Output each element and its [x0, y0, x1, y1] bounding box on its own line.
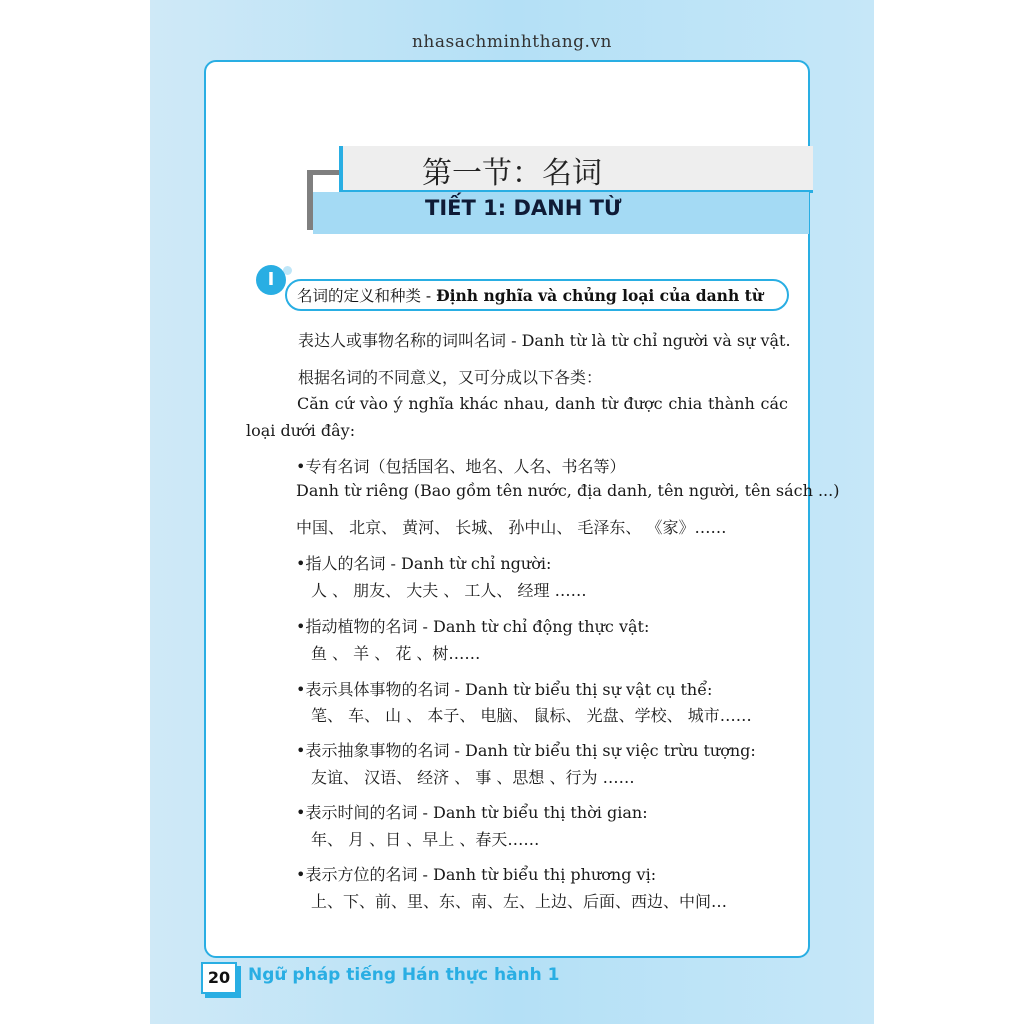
- category-examples: 鱼 、 羊 、 花 、树……: [311, 644, 481, 663]
- category-examples: 上、下、前、里、东、南、左、上边、后面、西边、中间…: [311, 892, 728, 911]
- category-heading: •表示时间的名词 - Danh từ biểu thị thời gian:: [296, 803, 648, 822]
- section-title-zh: 名词的定义和种类 -: [297, 287, 437, 305]
- category-heading: •指人的名词 - Danh từ chỉ người:: [296, 554, 552, 573]
- page-number: 20: [201, 962, 237, 994]
- category-examples: 人 、 朋友、 大夫 、 工人、 经理 ……: [311, 581, 587, 600]
- category-examples: 中国、 北京、 黄河、 长城、 孙中山、 毛泽东、 《家》……: [296, 518, 727, 537]
- category-heading: •指动植物的名词 - Danh từ chỉ động thực vật:: [296, 617, 650, 636]
- category-heading: •表示抽象事物的名词 - Danh từ biểu thị sự việc trừu tượng:: [296, 741, 756, 760]
- section-number-badge: I: [256, 265, 286, 295]
- section-title-vi: Định nghĩa và chủng loại của danh từ: [436, 286, 764, 305]
- section-title: [297, 284, 763, 306]
- classify-vi-text: Căn cứ vào ý nghĩa khác nhau, danh từ được chia thành các loại dưới đây:: [246, 394, 788, 440]
- definition-text: 表达人或事物名称的词叫名词 - Danh từ là từ chỉ người và sự vật.: [298, 331, 791, 350]
- category-heading: •表示方位的名词 - Danh từ biểu thị phương vị:: [296, 865, 657, 884]
- book-title: Ngữ pháp tiếng Hán thực hành 1: [248, 965, 560, 985]
- category-heading-vi: Danh từ riêng (Bao gồm tên nước, địa danh, tên người, tên sách ...): [296, 481, 840, 500]
- lesson-title-vietnamese: TIẾT 1: DANH TỪ: [425, 196, 622, 220]
- category-heading: •专有名词（包括国名、地名、人名、书名等）: [296, 457, 626, 476]
- title-box-accent: [307, 170, 339, 175]
- category-heading: •表示具体事物的名词 - Danh từ biểu thị sự vật cụ thể:: [296, 680, 713, 699]
- category-examples: 笔、 车、 山 、 本子、 电脑、 鼠标、 光盘、学校、 城市……: [311, 706, 752, 725]
- site-url: nhasachminhthang.vn: [411, 32, 613, 52]
- lesson-title-chinese: 第一节：名词: [422, 156, 602, 191]
- category-examples: 友谊、 汉语、 经济 、 事 、思想 、行为 ……: [311, 768, 635, 787]
- classify-zh-text: 根据名词的不同意义，又可分成以下各类：: [298, 368, 603, 387]
- category-examples: 年、 月 、日 、早上 、春天……: [311, 830, 540, 849]
